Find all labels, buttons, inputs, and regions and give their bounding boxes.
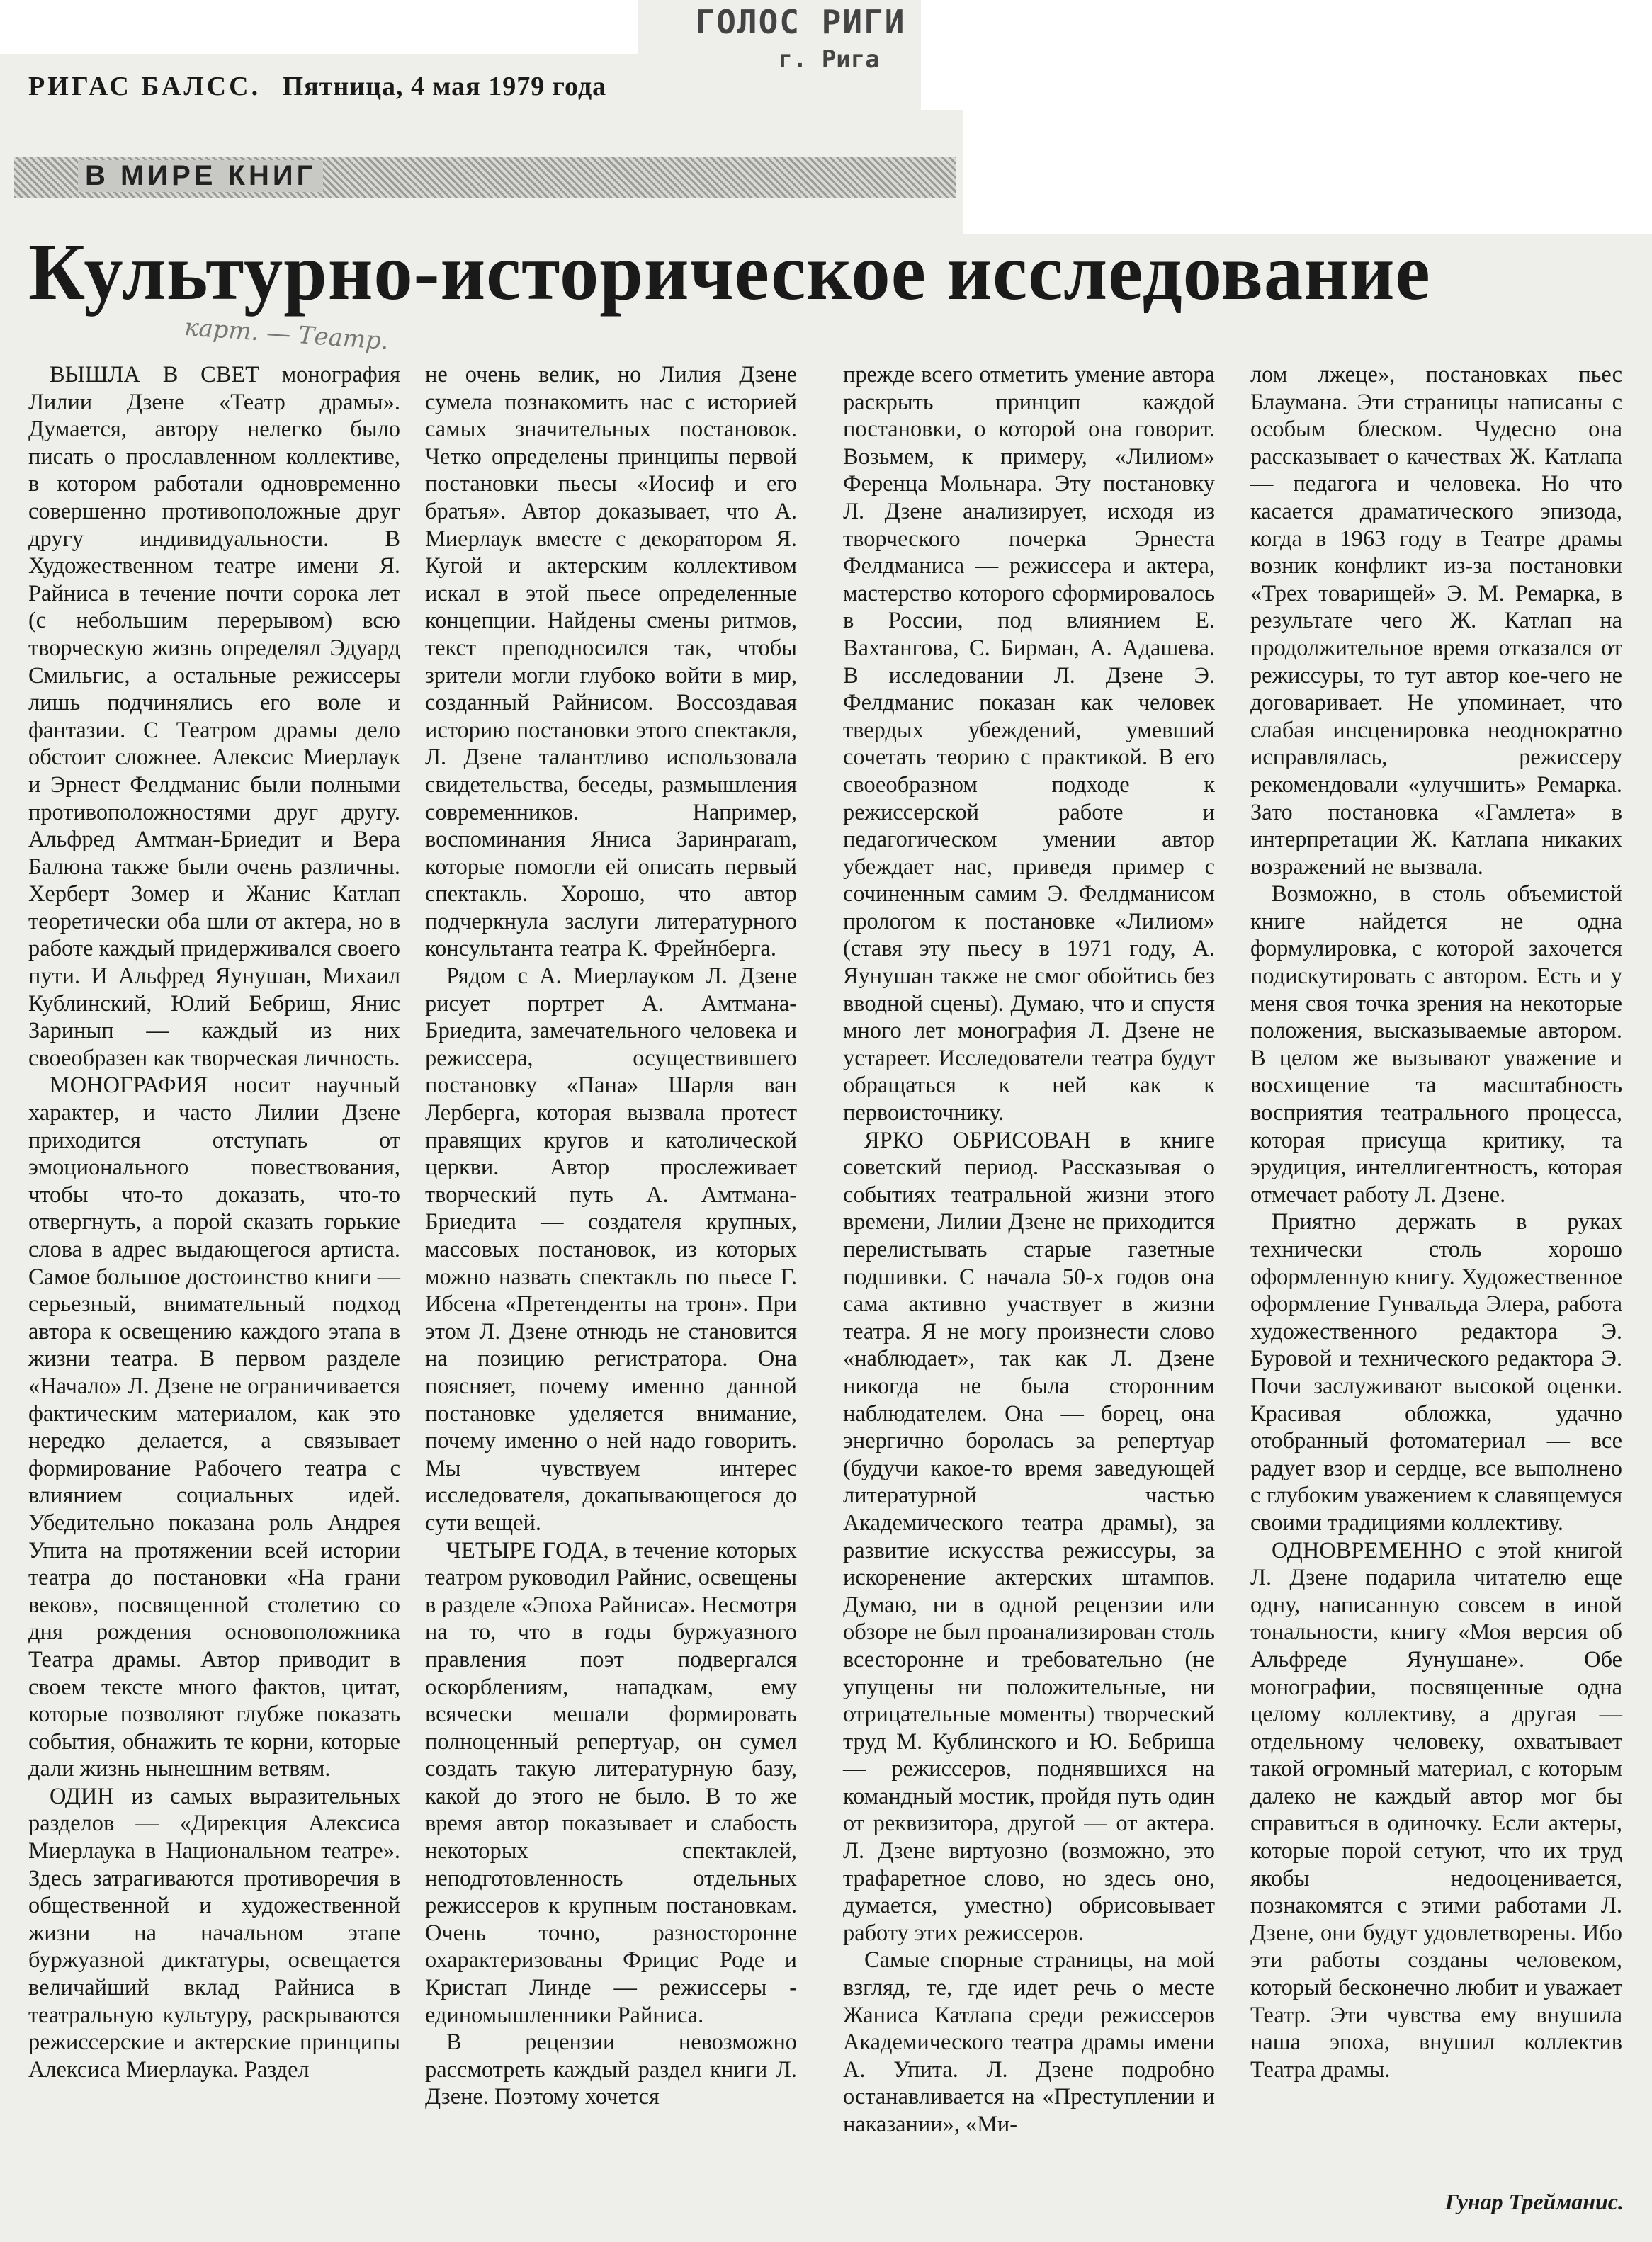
paragraph: ОДИН из самых выразительных разделов — «Дирекция Алексиса Миерлаука в Национальном театре». Здесь затрагиваются противоречия в общественной и художественной жизни на начальном этапе буржуазной диктатуры, освещается величайший вклад Райниса в театральную культуру, раскрываются режиссерские и актерские принципы Алексиса Миерлаука. Раздел bbox=[28, 1783, 400, 2083]
handwritten-note: карт. — Театр. bbox=[183, 312, 390, 356]
text-column-1 bbox=[28, 361, 400, 2083]
paragraph: В рецензии невозможно рассмотреть каждый раздел книги Л. Дзене. Поэтому хочется bbox=[425, 2029, 797, 2110]
text-column-4 bbox=[1250, 361, 1622, 2083]
issue-date: Пятница, 4 мая 1979 года bbox=[282, 72, 607, 101]
text-column-3 bbox=[843, 361, 1215, 2139]
rubric-bar bbox=[14, 157, 956, 198]
paragraph: Рядом с А. Миерлауком Л. Дзене рисует портрет А. Амтмана-Бриедита, замечательного человека и режиссера, осуществившего постановку «Пана» Шарля ван Лерберга, которая вызвала протест правящих кругов и католической церкви. Автор прослеживает творческий путь А. Амтмана-Бриедита — создателя крупных, массовых постановок, из которых можно назвать спектакль по пьесе Г. Ибсена «Претенденты на трон». При этом Л. Дзене отнюдь не становится на позицию регистратора. Она поясняет, почему именно данной постановке уделяется внимание, почему именно о ней надо говорить. Мы чувствуем интерес исследователя, докапывающегося до сути вещей. bbox=[425, 963, 797, 1536]
paragraph: не очень велик, но Лилия Дзене сумела познакомить нас с историей самых значительных постановок. Четко определены принципы первой постановки пьесы «Иосиф и его братья». Автор доказывает, что А. Миерлаук вместе с декоратором Я. Кугой и актерским коллективом искал в этой пьесе определенные концепции. Найдены смены ритмов, текст преподносился так, чтобы зрители могли глубоко войти в мир, созданный Райнисом. Воссоздавая историю постановки этого спектакля, Л. Дзене талантливо использовала свидетельства, беседы, размышления современников. Например, воспоминания Яниса Заринparam, которые помогли ей описать первый спектакль. Хорошо, что автор подчеркнула заслуги литературного консультанта театра К. Фрейнберга. bbox=[425, 362, 797, 962]
paragraph: Возможно, в столь объемистой книге найдется не одна формулировка, с которой захочется подискутировать с автором. Есть и у меня своя точка зрения на некоторые положения, высказываемые автором. В целом же вызывают уважение и восхищение та масштабность восприятия театрального процесса, которая присуща критику, та эрудиция, интеллигентность, которая отмечает работу Л. Дзене. bbox=[1250, 881, 1622, 1208]
paragraph: ОДНОВРЕМЕННО с этой книгой Л. Дзене подарила читателю еще одну, написанную совсем в иной тональности, книгу «Моя версия об Альфреде Яунушане». Обе монографии, посвященные одна целому коллективу, а другая — отдельному человеку, охватывает такой огромный материал, с которым далеко не каждый автор мог бы справиться в одиночку. Если актеры, которые порой сетуют, что их труд якобы недооценивается, познакомятся с этими работами Л. Дзене, они будут удовлетворены. Ибо эти работы созданы человеком, который бесконечно любит и уважает Театр. Эти чувства ему внушила наша эпоха, внушил коллектив Театра драмы. bbox=[1250, 1537, 1622, 2083]
text-column-2 bbox=[425, 361, 797, 2111]
paragraph: ЯРКО ОБРИСОВАН в книге советский период. Рассказывая о событиях театральной жизни этого времени, Лилии Дзене не приходится перелистывать старые газетные подшивки. С начала 50-х годов она сама активно участвует в жизни театра. Я не могу произнести слово «наблюдает», так как Л. Дзене никогда не была сторонним наблюдателем. Она — борец, она энергично боролась за репертуар (будучи какое-то время заведующей литературной частью Академического театра драмы), за развитие искусства режиссуры, за искоренение актерских штампов. Думаю, ни в одной рецензии или обзоре не был проанализирован столь всесторонне и требовательно (не упущены ни положительные, ни отрицательные моменты) творческий труд М. Кублинского и Ю. Бебриша — режиссеров, поднявшихся на командный мостик, пройдя путь один от реквизитора, другой — от актера. Л. Дзене виртуозно (возможно, это трафаретное слово, но здесь оно, думается, уместно) обрисовывает работу этих режиссеров. bbox=[843, 1127, 1215, 1946]
stamp-line-2: г. Рига bbox=[778, 45, 880, 74]
paragraph: МОНОГРАФИЯ носит научный характер, и часто Лилии Дзене приходится отступать от эмоционального повествования, чтобы что-то доказать, что-то отвергнуть, а порой сказать горькие слова в адрес выдающегося артиста. Самое большое достоинство книги — серьезный, внимательный подход автора к освещению каждого этапа в жизни театра. В первом разделе «Начало» Л. Дзене не ограничивается фактическим материалом, как это нередко делается, а связывает формирование Рабочего театра с влиянием социальных идей. Убедительно показана роль Андрея Упита на протяжении всей истории театра до постановки «На грани веков», посвященной столетию со дня рождения основоположника Театра драмы. Автор приводит в своем тексте много фактов, цитат, которые позволяют глубже показать события, обнажить те корни, которые дали жизнь нынешним ветвям. bbox=[28, 1072, 400, 1782]
paragraph: прежде всего отметить умение автора раскрыть принцип каждой постановки, о которой она говорит. Возьмем, к примеру, «Лилиом» Ференца Мольнара. Эту постановку Л. Дзене анализирует, исходя из творческого почерка Эрнеста Фелдманиса — режиссера и актера, мастерство которого сформировалось в России, под влиянием Е. Вахтангова, С. Бирман, А. Адашева. В исследовании Л. Дзене Э. Фелдманис показан как человек твердых убеждений, умевший сочетать теорию с практикой. В его своеобразном подходе к режиссерской работе и педагогическом умении автор убеждает нас, приведя пример с сочиненным самим Э. Фелдманисом прологом к постановке «Лилиом» (ставя эту пьесу в 1971 году, А. Яунушан также не смог обойтись без вводной сцены). Думаю, что и спустя много лет монография Л. Дзене не устареет. Исследователи театра будут обращаться к ней как к первоисточнику. bbox=[843, 362, 1215, 1126]
author-signature: Гунар Трейманис. bbox=[1444, 2189, 1624, 2214]
paragraph: ЧЕТЫРЕ ГОДА, в течение которых театром руководил Райнис, освещены в разделе «Эпоха Райниса». Несмотря на то, что в годы буржуазного правления поэт подвергался оскорблениям, нападкам, ему всячески мешали формировать полноценный репертуар, он сумел создать такую литературную базу, какой до этого не было. В то же время автор показывает и слабость некоторых спектаклей, неподготовленность отдельных режиссеров к крупным постановкам. Очень точно, разносторонне охарактеризованы Фрицис Роде и Кристап Линде — режиссеры - единомышленники Райниса. bbox=[425, 1537, 798, 2028]
paragraph: Приятно держать в руках технически столь хорошо оформленную книгу. Художественное оформление Гунвальда Элера, работа художественного редактора Э. Буровой и технического редактора Э. Почи заслуживают высокой оценки. Красивая обложка, удачно отобранный фотоматериал — все радует взор и сердце, все выполнено с глубоким уважением к славящемуся своими традициями коллективу. bbox=[1250, 1209, 1622, 1536]
rubric-label: В МИРЕ КНИГ bbox=[78, 160, 323, 192]
headline: Культурно-историческое исследование bbox=[28, 227, 1431, 317]
source-stamp bbox=[687, 3, 914, 81]
dateline bbox=[28, 71, 737, 102]
stamp-line-1: ГОЛОС РИГИ bbox=[695, 3, 906, 41]
paragraph: ВЫШЛА В СВЕТ монография Лилии Дзене «Театр драмы». Думается, автору нелегко было писать о прославленном коллективе, в котором работали одновременно совершенно противоположные друг другу индивидуальности. В Художественном театре имени Я. Райниса в течение почти сорока лет (с небольшим перерывом) всю творческую жизнь определял Эдуард Смильгис, а остальные режиссеры лишь подчинялись его воле и фантазии. С Театром драмы дело обстоит сложнее. Алексис Миерлаук и Эрнест Фелдманис были полными противоположностями друг другу. Альфред Амтман-Бриедит и Вера Балюна также были очень различны. Херберт Зомер и Жанис Катлап теоретически оба шли от актера, но в работе каждый придерживался своего пути. И Альфред Яунушан, Михаил Кублинский, Юлий Бебриш, Янис Заринып — каждый из них своеобразен как творческая личность. bbox=[28, 362, 400, 1071]
newspaper-name: РИГАС БАЛСС. bbox=[28, 72, 261, 101]
paragraph: лом лжеце», постановках пьес Блаумана. Эти страницы написаны с особым блеском. Чудесно она рассказывает о качествах Ж. Катлапа — педагога и человека. Но что касается драматического эпизода, когда в 1963 году в Театре драмы возник конфликт из-за постановки «Трех товарищей» Э. М. Ремарка, в результате чего Ж. Катлап на продолжительное время отказался от режиссуры, то тут автор кое-чего не договаривает. Не упоминает, что слабая инсценировка неоднократно исправлялась, режиссеру рекомендовали «улучшить» Ремарка. Зато постановка «Гамлета» в интерпретации Ж. Катлапа никаких возражений не вызвала. bbox=[1250, 362, 1622, 880]
paragraph: Самые спорные страницы, на мой взгляд, те, где идет речь о месте Жаниса Катлапа среди режиссеров Академического театра драмы имени А. Упита. Л. Дзене подробно останавливается на «Преступлении и наказании», «Ми- bbox=[843, 1947, 1215, 2137]
